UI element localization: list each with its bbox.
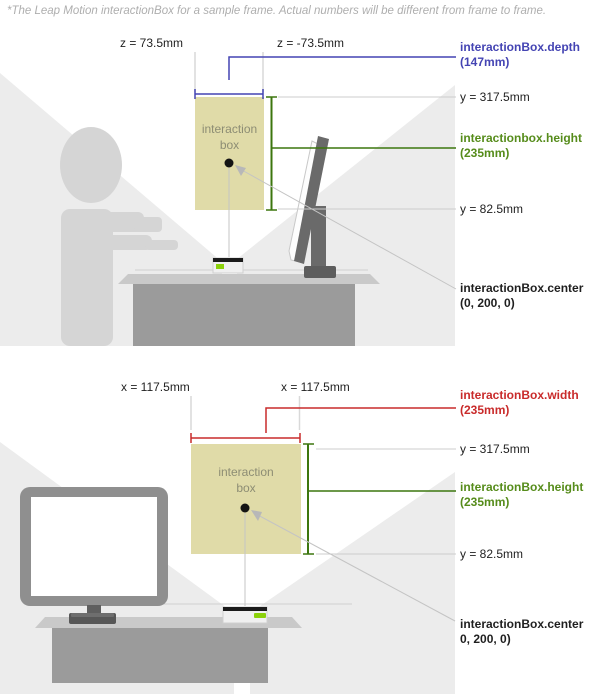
x-left-label: x = 117.5mm [121, 380, 190, 394]
depth-label-name: interactionBox.depth [460, 40, 581, 54]
center-point-dot [225, 159, 234, 168]
monitor-stand-neck [87, 605, 101, 614]
interaction-box-label-line2: box [236, 481, 256, 495]
monitor-screen [31, 497, 157, 596]
height-label [460, 131, 582, 161]
height-label [460, 480, 583, 510]
y-top-label: y = 317.5mm [460, 90, 530, 104]
interaction-box-label-line2: box [219, 138, 240, 152]
center-label-value: 0, 200, 0) [460, 632, 511, 646]
interaction-box-label-line1: interaction [218, 465, 274, 479]
center-label-value: (0, 200, 0) [460, 296, 515, 310]
interaction-box-label-top [195, 121, 264, 153]
center-label-name: interactionBox.center [460, 617, 584, 631]
device-led [254, 613, 266, 618]
depth-label-value: (147mm) [460, 55, 510, 69]
desk-side-view [118, 270, 380, 346]
device-top-surface [213, 258, 243, 262]
height-label-name: interactionbox.height [460, 131, 583, 145]
monitor-stand-base-highlight [71, 613, 114, 617]
figure-caption: *The Leap Motion interactionBox for a sample frame. Actual numbers will be different from frame to frame. [7, 5, 547, 17]
center-point-dot [241, 504, 250, 513]
interaction-box-label-bottom [191, 464, 301, 496]
height-label-name: interactionBox.height [460, 480, 584, 494]
monitor-front-view [20, 487, 168, 624]
desk-front [52, 628, 268, 683]
bottom-diagram [0, 396, 456, 694]
person-hand-lower [145, 240, 178, 250]
height-label-value: (235mm) [460, 146, 510, 160]
x-right-label: x = 117.5mm [281, 380, 350, 394]
leap-device [223, 607, 267, 623]
width-label [460, 388, 579, 418]
depth-label [460, 40, 580, 70]
height-label-value: (235mm) [460, 495, 510, 509]
width-leader-line [266, 408, 456, 433]
top-diagram [0, 52, 456, 346]
center-label-name: interactionBox.center [460, 281, 584, 295]
leap-device [213, 258, 243, 273]
desk-front [133, 284, 355, 346]
desk-tabletop [118, 274, 380, 284]
person-head [60, 127, 122, 203]
y-top-label: y = 317.5mm [460, 442, 530, 456]
z-left-label: z = 73.5mm [120, 36, 184, 50]
center-label [460, 617, 583, 647]
z-right-label: z = -73.5mm [277, 36, 345, 50]
device-top-surface [223, 607, 267, 611]
y-bottom-label: y = 82.5mm [460, 547, 524, 561]
width-label-name: interactionBox.width [460, 388, 579, 402]
monitor-stand-base [304, 266, 336, 278]
interaction-box [191, 444, 301, 554]
interaction-box-label-line1: interaction [201, 122, 258, 136]
person-arm-lower [76, 235, 152, 250]
y-bottom-label: y = 82.5mm [460, 202, 524, 216]
device-led [216, 264, 224, 269]
person-arm-upper [70, 212, 144, 232]
width-label-value: (235mm) [460, 403, 510, 417]
center-label [460, 281, 583, 311]
person-hand-upper [134, 217, 162, 232]
